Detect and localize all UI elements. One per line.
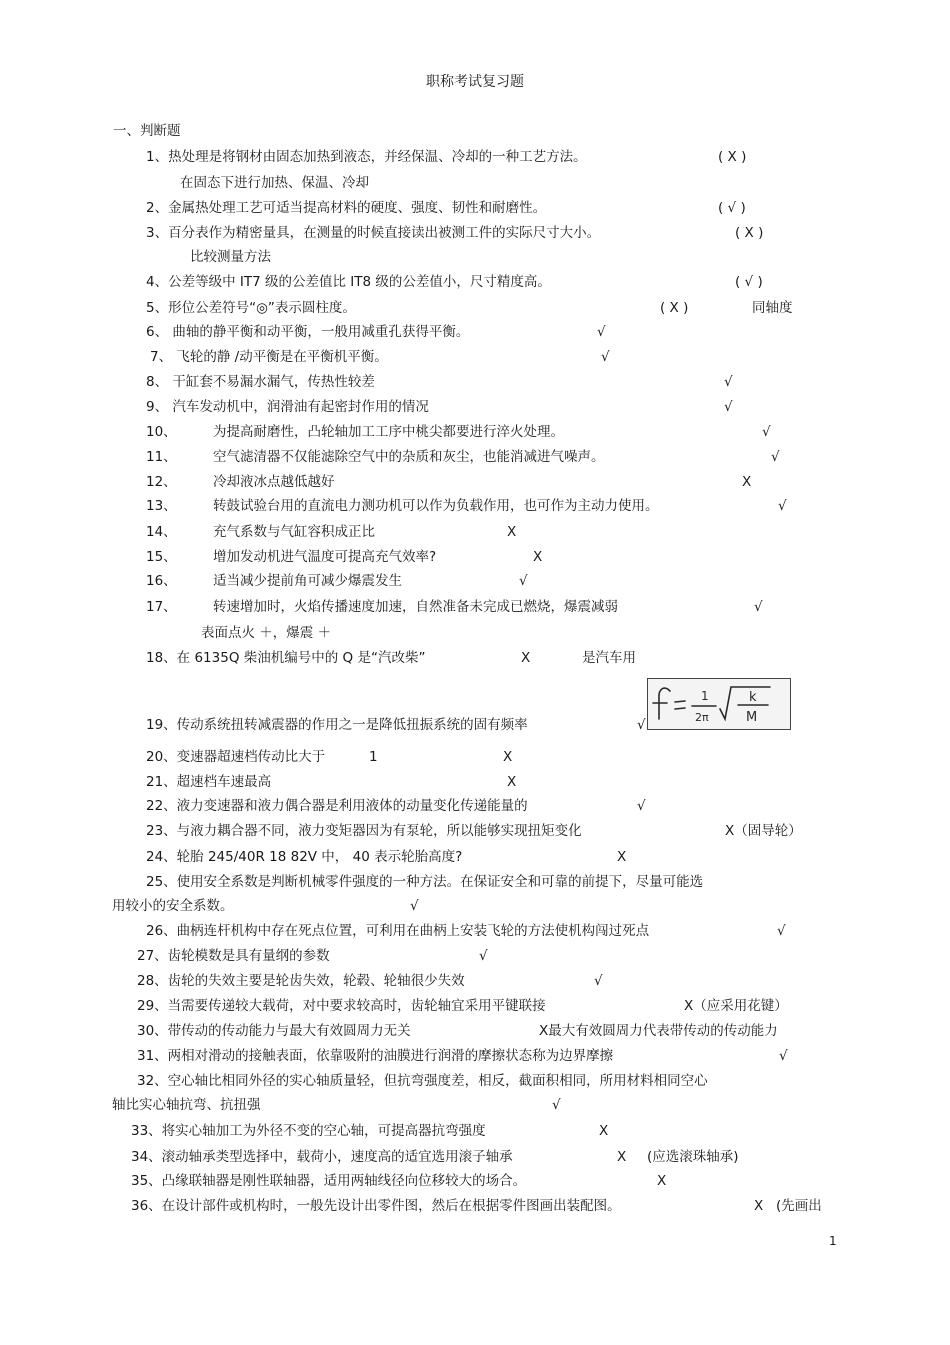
question-1: 1、热处理是将钢材由固态加热到液态，并经保温、冷却的一种工艺方法。 xyxy=(146,149,587,165)
answer-29: X（应采用花键） xyxy=(684,998,788,1014)
question-6: 6、 曲轴的静平衡和动平衡，一般用减重孔获得平衡。 xyxy=(146,324,470,340)
answer-17: √ xyxy=(754,599,763,615)
formula-m: M xyxy=(746,710,758,725)
answer-26: √ xyxy=(777,923,786,939)
question-33: 33、将实心轴加工为外径不变的空心轴，可提高器抗弯强度 xyxy=(131,1123,486,1139)
formula-two-pi: 2π xyxy=(695,711,709,724)
question-25-continued: 用较小的安全系数。 xyxy=(112,898,234,914)
answer-36: X xyxy=(754,1198,764,1214)
question-31: 31、两相对滑动的接触表面，依靠吸附的油膜进行润滑的摩擦状态称为边界摩擦 xyxy=(137,1048,614,1064)
answer-12: X xyxy=(742,474,752,490)
question-35: 35、凸缘联轴器是刚性联轴器，适用两轴线径向位移较大的场合。 xyxy=(131,1173,527,1189)
note-36: (先画出 xyxy=(776,1198,822,1214)
question-8: 8、 干缸套不易漏水漏气，传热性较差 xyxy=(146,374,375,390)
question-2: 2、金属热处理工艺可适当提高材料的硬度、强度、韧性和耐磨性。 xyxy=(146,200,547,216)
answer-6: √ xyxy=(597,324,606,340)
note-3: 比较测量方法 xyxy=(190,249,271,265)
question-21: 21、超速档车速最高 xyxy=(146,774,272,790)
question-11: 空气滤清器不仅能滤除空气中的杂质和灰尘，也能消减进气噪声。 xyxy=(213,449,605,465)
answer-25: √ xyxy=(410,898,419,914)
answer-32: √ xyxy=(552,1097,561,1113)
note-17: 表面点火 ＋，爆震 ＋ xyxy=(201,625,332,641)
answer-13: √ xyxy=(778,498,787,514)
answer-33: X xyxy=(599,1123,609,1139)
question-19: 19、传动系统扭转减震器的作用之一是降低扭振系统的固有频率 xyxy=(146,717,528,733)
page-number: 1 xyxy=(829,1234,837,1248)
question-number-12: 12、 xyxy=(146,474,177,490)
answer-16: √ xyxy=(519,573,528,589)
answer-7: √ xyxy=(601,349,610,365)
question-17: 转速增加时，火焰传播速度加速，自然准备未完成已燃烧，爆震减弱 xyxy=(213,599,618,615)
question-20: 20、变速器超速档传动比大于 xyxy=(146,749,326,765)
answer-2: ( √ ) xyxy=(718,200,746,216)
note-5: 同轴度 xyxy=(752,300,793,316)
answer-21: X xyxy=(507,774,517,790)
question-25: 25、使用安全系数是判断机械零件强度的一种方法。在保证安全和可靠的前提下，尽量可能选 xyxy=(146,874,704,890)
question-4: 4、公差等级中 IT7 级的公差值比 IT8 级的公差值小，尺寸精度高。 xyxy=(146,274,551,290)
question-12: 冷却液冰点越低越好 xyxy=(213,474,335,490)
answer-5: ( X ) xyxy=(660,300,689,316)
question-29: 29、当需要传递较大载荷，对中要求较高时，齿轮轴宜采用平键联接 xyxy=(137,998,546,1014)
question-9: 9、 汽车发动机中，润滑油有起密封作用的情况 xyxy=(146,399,429,415)
answer-14: X xyxy=(507,524,517,540)
answer-19: √ xyxy=(637,717,646,733)
answer-4: ( √ ) xyxy=(735,274,763,290)
answer-9: √ xyxy=(724,399,733,415)
question-34: 34、滚动轴承类型选择中，载荷小，速度高的适宜选用滚子轴承 xyxy=(131,1149,513,1165)
question-15: 增加发动机进气温度可提高充气效率? xyxy=(213,549,437,565)
answer-23: X（固导轮） xyxy=(725,823,802,839)
formula-drawing xyxy=(648,679,790,729)
answer-1: ( X ) xyxy=(718,149,747,165)
question-3: 3、百分表作为精密量具，在测量的时候直接读出被测工件的实际尺寸大小。 xyxy=(146,225,601,241)
question-32: 32、空心轴比相同外径的实心轴质量轻，但抗弯强度差，相反，截面积相同，所用材料相同空心 xyxy=(137,1073,708,1089)
question-number-14: 14、 xyxy=(146,524,177,540)
answer-20: X xyxy=(503,749,513,765)
section-heading: 一、判断题 xyxy=(113,123,181,139)
handwritten-formula xyxy=(647,678,791,730)
question-16: 适当减少提前角可减少爆震发生 xyxy=(213,573,402,589)
question-number-11: 11、 xyxy=(146,449,177,465)
question-5: 5、形位公差符号“◎”表示圆柱度。 xyxy=(146,300,356,316)
answer-24: X xyxy=(617,849,627,865)
question-36: 36、在设计部件或机构时，一般先设计出零件图，然后在根据零件图画出装配图。 xyxy=(131,1198,621,1214)
question-number-17: 17、 xyxy=(146,599,177,615)
question-number-10: 10、 xyxy=(146,424,177,440)
question-28: 28、齿轮的失效主要是轮齿失效，轮毂、轮轴很少失效 xyxy=(137,973,465,989)
question-22: 22、液力变速器和液力偶合器是利用液体的动量变化传递能量的 xyxy=(146,798,528,814)
answer-8: √ xyxy=(724,374,733,390)
answer-22: √ xyxy=(637,798,646,814)
question-23: 23、与液力耦合器不同，液力变矩器因为有泵轮，所以能够实现扭矩变化 xyxy=(146,823,582,839)
question-24: 24、轮胎 245/40R 18 82V 中， 40 表示轮胎高度? xyxy=(146,849,463,865)
question-30: 30、带传动的传动能力与最大有效圆周力无关 xyxy=(137,1023,411,1039)
question-number-13: 13、 xyxy=(146,498,177,514)
answer-10: √ xyxy=(762,424,771,440)
question-14: 充气系数与气缸容积成正比 xyxy=(213,524,375,540)
question-18: 18、在 6135Q 柴油机编号中的 Q 是“汽改柴” xyxy=(146,650,426,666)
question-number-16: 16、 xyxy=(146,573,177,589)
question-10: 为提高耐磨性，凸轮轴加工工序中桃尖都要进行淬火处理。 xyxy=(213,424,564,440)
answer-31: √ xyxy=(779,1048,788,1064)
answer-3: ( X ) xyxy=(735,225,764,241)
question-13: 转鼓试验台用的直流电力测功机可以作为负载作用，也可作为主动力使用。 xyxy=(213,498,659,514)
formula-k: k xyxy=(749,690,757,705)
answer-27: √ xyxy=(479,948,488,964)
note-1: 在固态下进行加热、保温、冷却 xyxy=(180,175,369,191)
note-34: (应选滚珠轴承) xyxy=(647,1149,739,1165)
answer-11: √ xyxy=(771,449,780,465)
question-26: 26、曲柄连杆机构中存在死点位置，可利用在曲柄上安装飞轮的方法使机构闯过死点 xyxy=(146,923,650,939)
answer-15: X xyxy=(533,549,543,565)
question-27: 27、齿轮模数是具有量纲的参数 xyxy=(137,948,330,964)
answer-18: X xyxy=(521,650,531,666)
formula-one: 1 xyxy=(701,689,709,703)
answer-28: √ xyxy=(594,973,603,989)
answer-35: X xyxy=(657,1173,667,1189)
answer-30: X最大有效圆周力代表带传动的传动能力 xyxy=(539,1023,778,1039)
question-number-15: 15、 xyxy=(146,549,177,565)
page-title: 职称考试复习题 xyxy=(426,74,524,90)
question-32-continued: 轴比实心轴抗弯、抗扭强 xyxy=(112,1097,261,1113)
note-18: 是汽车用 xyxy=(582,650,636,666)
question-7: 7、 飞轮的静 /动平衡是在平衡机平衡。 xyxy=(150,349,388,365)
answer-34: X xyxy=(617,1149,627,1165)
question-20-value: 1 xyxy=(369,749,378,765)
